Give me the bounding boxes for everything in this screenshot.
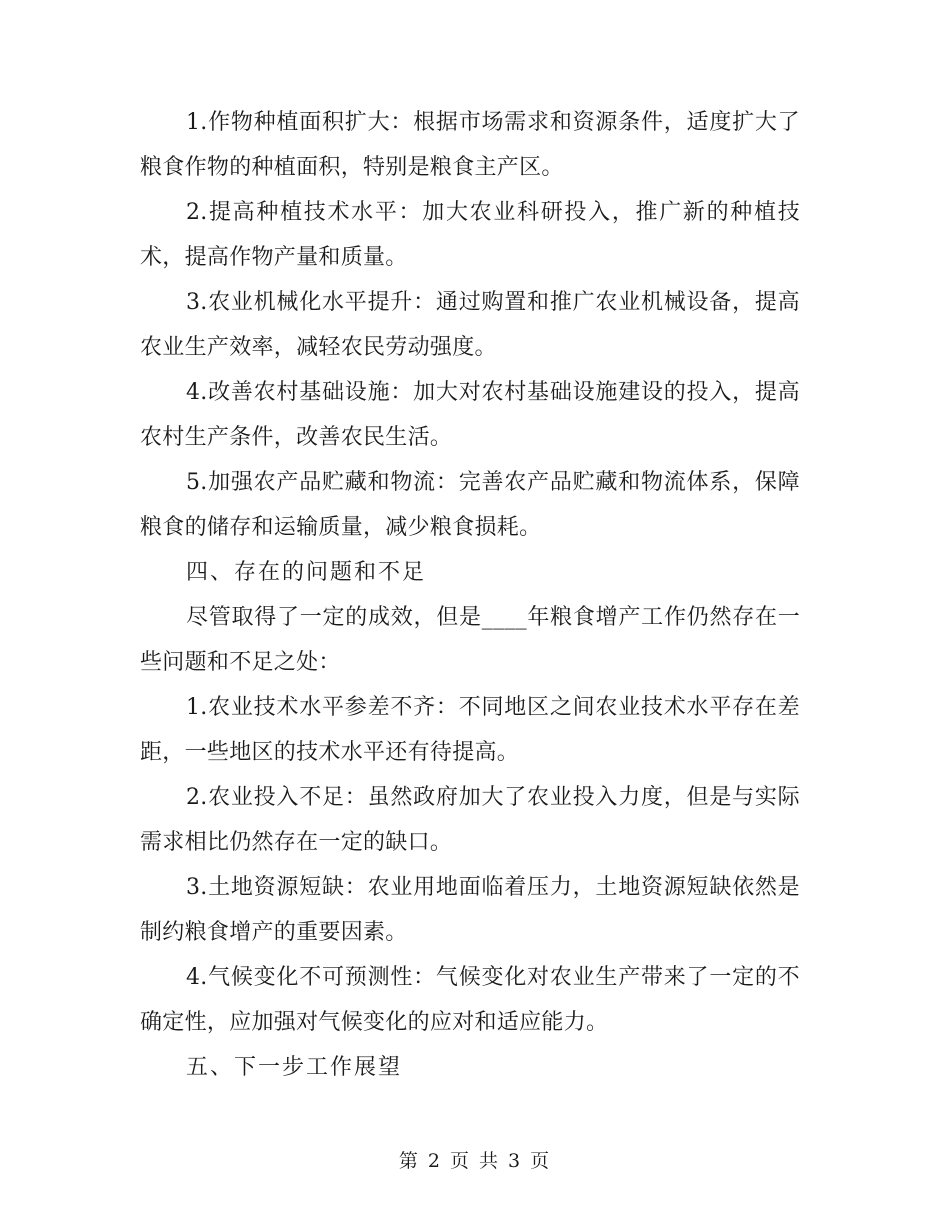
section-4-heading: 四、存在的问题和不足 (186, 560, 427, 585)
problem-item-2: 2.农业投入不足：虽然政府加大了农业投入力度，但是与实际需求相比仍然存在一定的缺口。 (140, 785, 800, 855)
problem-item-4: 4.气候变化不可预测性：气候变化对农业生产带来了一定的不确定性，应加强对气候变化的应对和适应能力。 (140, 965, 800, 1035)
paragraph-item-5: 5.加强农产品贮藏和物流：完善农产品贮藏和物流体系，保障粮食的储存和运输质量，减少粮食损耗。 (140, 470, 800, 540)
document-body (140, 100, 800, 1090)
paragraph-item-3: 3.农业机械化水平提升：通过购置和推广农业机械设备，提高农业生产效率，减轻农民劳动强度。 (140, 290, 800, 360)
section-4-intro: 尽管取得了一定的成效，但是____年粮食增产工作仍然存在一些问题和不足之处： (140, 605, 800, 675)
problem-item-1: 1.农业技术水平参差不齐：不同地区之间农业技术水平存在差距，一些地区的技术水平还有待提高。 (140, 695, 800, 765)
page-number-footer: 第 2 页 共 3 页 (398, 1150, 552, 1172)
section-5-heading: 五、下一步工作展望 (186, 1055, 403, 1080)
paragraph-item-2: 2.提高种植技术水平：加大农业科研投入，推广新的种植技术，提高作物产量和质量。 (140, 200, 800, 270)
paragraph-item-4: 4.改善农村基础设施：加大对农村基础设施建设的投入，提高农村生产条件，改善农民生活。 (140, 380, 800, 450)
paragraph-item-1: 1.作物种植面积扩大：根据市场需求和资源条件，适度扩大了粮食作物的种植面积，特别是粮食主产区。 (140, 110, 800, 180)
problem-item-3: 3.土地资源短缺：农业用地面临着压力，土地资源短缺依然是制约粮食增产的重要因素。 (140, 875, 800, 945)
